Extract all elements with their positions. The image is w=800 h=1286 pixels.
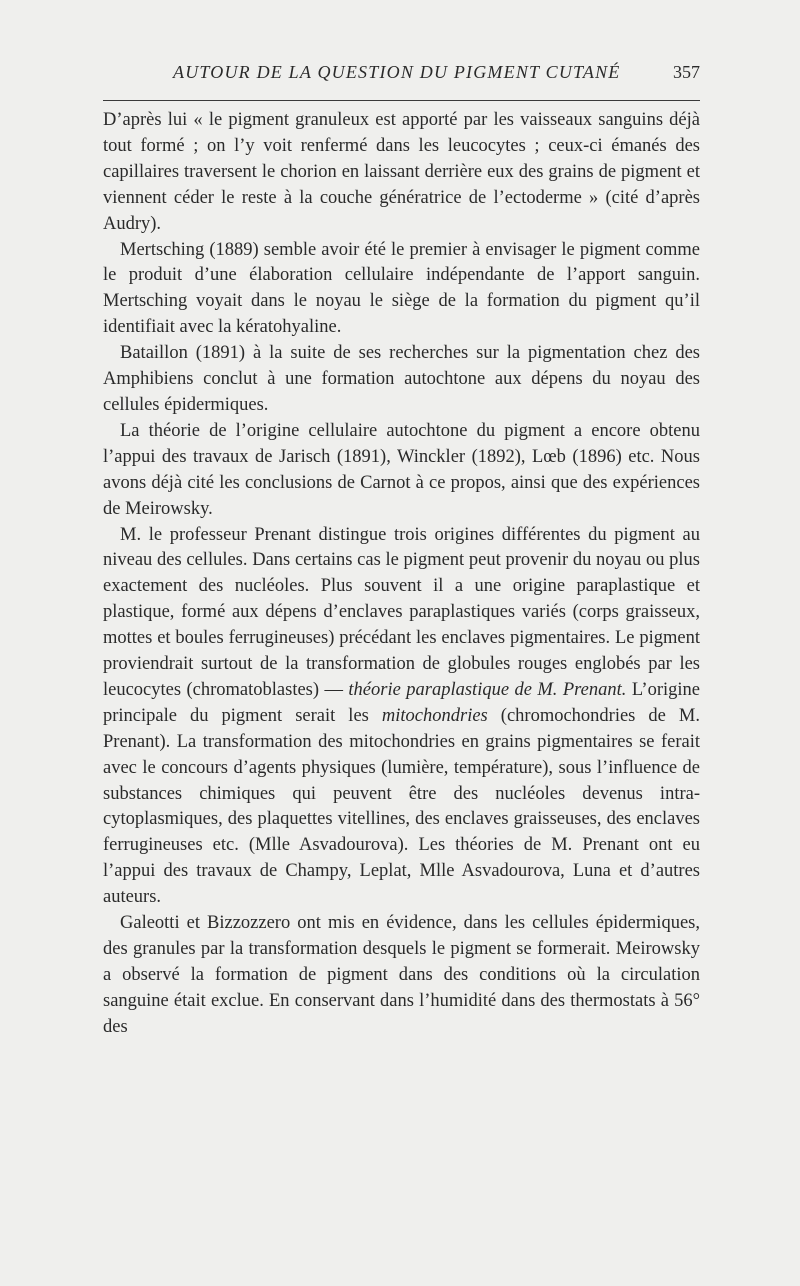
prenant-theory-italic: théorie paraplastique de M. Prenant. xyxy=(348,679,627,700)
prenant-text-c: (chromochondries de M. Prenant). La transformation des mitochondries en grains pigmentaires se ferait avec le concours d’agents physiques (lumière, température), sous l’influence de substances chimiques qui peuvent être des nucléoles devenus intra-cytoplasmiques, des plaquettes vitellines, des enclaves graisseuses, des enclaves ferrugineuses etc. (Mlle Asvadourova). Les théories de M. Prenant ont eu l’appui des travaux de Champy, Leplat, Mlle Asvadourova, Luna et d’autres auteurs. xyxy=(103,705,700,908)
paragraph-mertsching: Mertsching (1889) semble avoir été le premier à envisager le pigment comme le produit d’une élaboration cellulaire indépendante de l’apport sanguin. Mertsching voyait dans le noyau le siège de la formation du pigment qu’il identifiait avec la kératohyaline. xyxy=(103,239,700,338)
mitochondries-italic: mitochondries xyxy=(381,705,488,726)
page-number: 357 xyxy=(673,62,700,82)
running-title: AUTOUR DE LA QUESTION DU PIGMENT CUTANÉ xyxy=(173,62,621,82)
paragraph-galeotti: Galeotti et Bizzozzero ont mis en évidence, dans les cellules épidermiques, des granules par la transformation desquels le pigment se formerait. Meirowsky a observé la formation de pigment dans des conditions où la circulation sanguine était exclue. En conservant dans l’humidité dans des thermostats à 56° des xyxy=(103,913,700,1037)
prenant-text-a: M. le professeur Prenant distingue trois origines différentes du pigment au niveau des cellules. Dans certains cas le pigment peut provenir du noyau ou plus exactement des nucléoles. Plus souvent il a une origine paraplastique et plastique, formé aux dépens d’enclaves paraplastiques variés (corps graisseux, mottes et boules ferrugineuses) précédant les enclaves pigmentaires. Le pigment proviendrait surtout de la transformation de globules rouges englobés par les leucocytes (chromatoblastes) — xyxy=(103,524,700,700)
paragraph-prenant xyxy=(103,523,700,912)
paragraph-audry-quote: D’après lui « le pigment granuleux est apporté par les vaisseaux sanguins déjà tout formé ; on l’y voit renfermé dans les leucocytes ; ceux-ci émanés des capillaires traversent le chorion en laissant derrière eux des grains de pigment et viennent céder le reste à la couche génératrice de l’ectoderme » (cité d’après Audry). xyxy=(103,110,700,234)
body-text xyxy=(103,108,700,1041)
paragraph-bataillon: Bataillon (1891) à la suite de ses recherches sur la pigmentation chez des Amphibiens conclut à une formation autochtone aux dépens du noyau des cellules épidermiques. xyxy=(103,343,700,415)
header-rule xyxy=(103,100,700,101)
prenant-text-b: L’origine principale du pigment serait les xyxy=(103,679,700,726)
page-header xyxy=(103,62,700,92)
paragraph-autochtone-theory: La théorie de l’origine cellulaire autochtone du pigment a encore obtenu l’appui des travaux de Jarisch (1891), Winckler (1892), Lœb (1896) etc. Nous avons déjà cité les conclusions de Carnot à ce propos, ainsi que des expériences de Meirowsky. xyxy=(103,420,700,519)
